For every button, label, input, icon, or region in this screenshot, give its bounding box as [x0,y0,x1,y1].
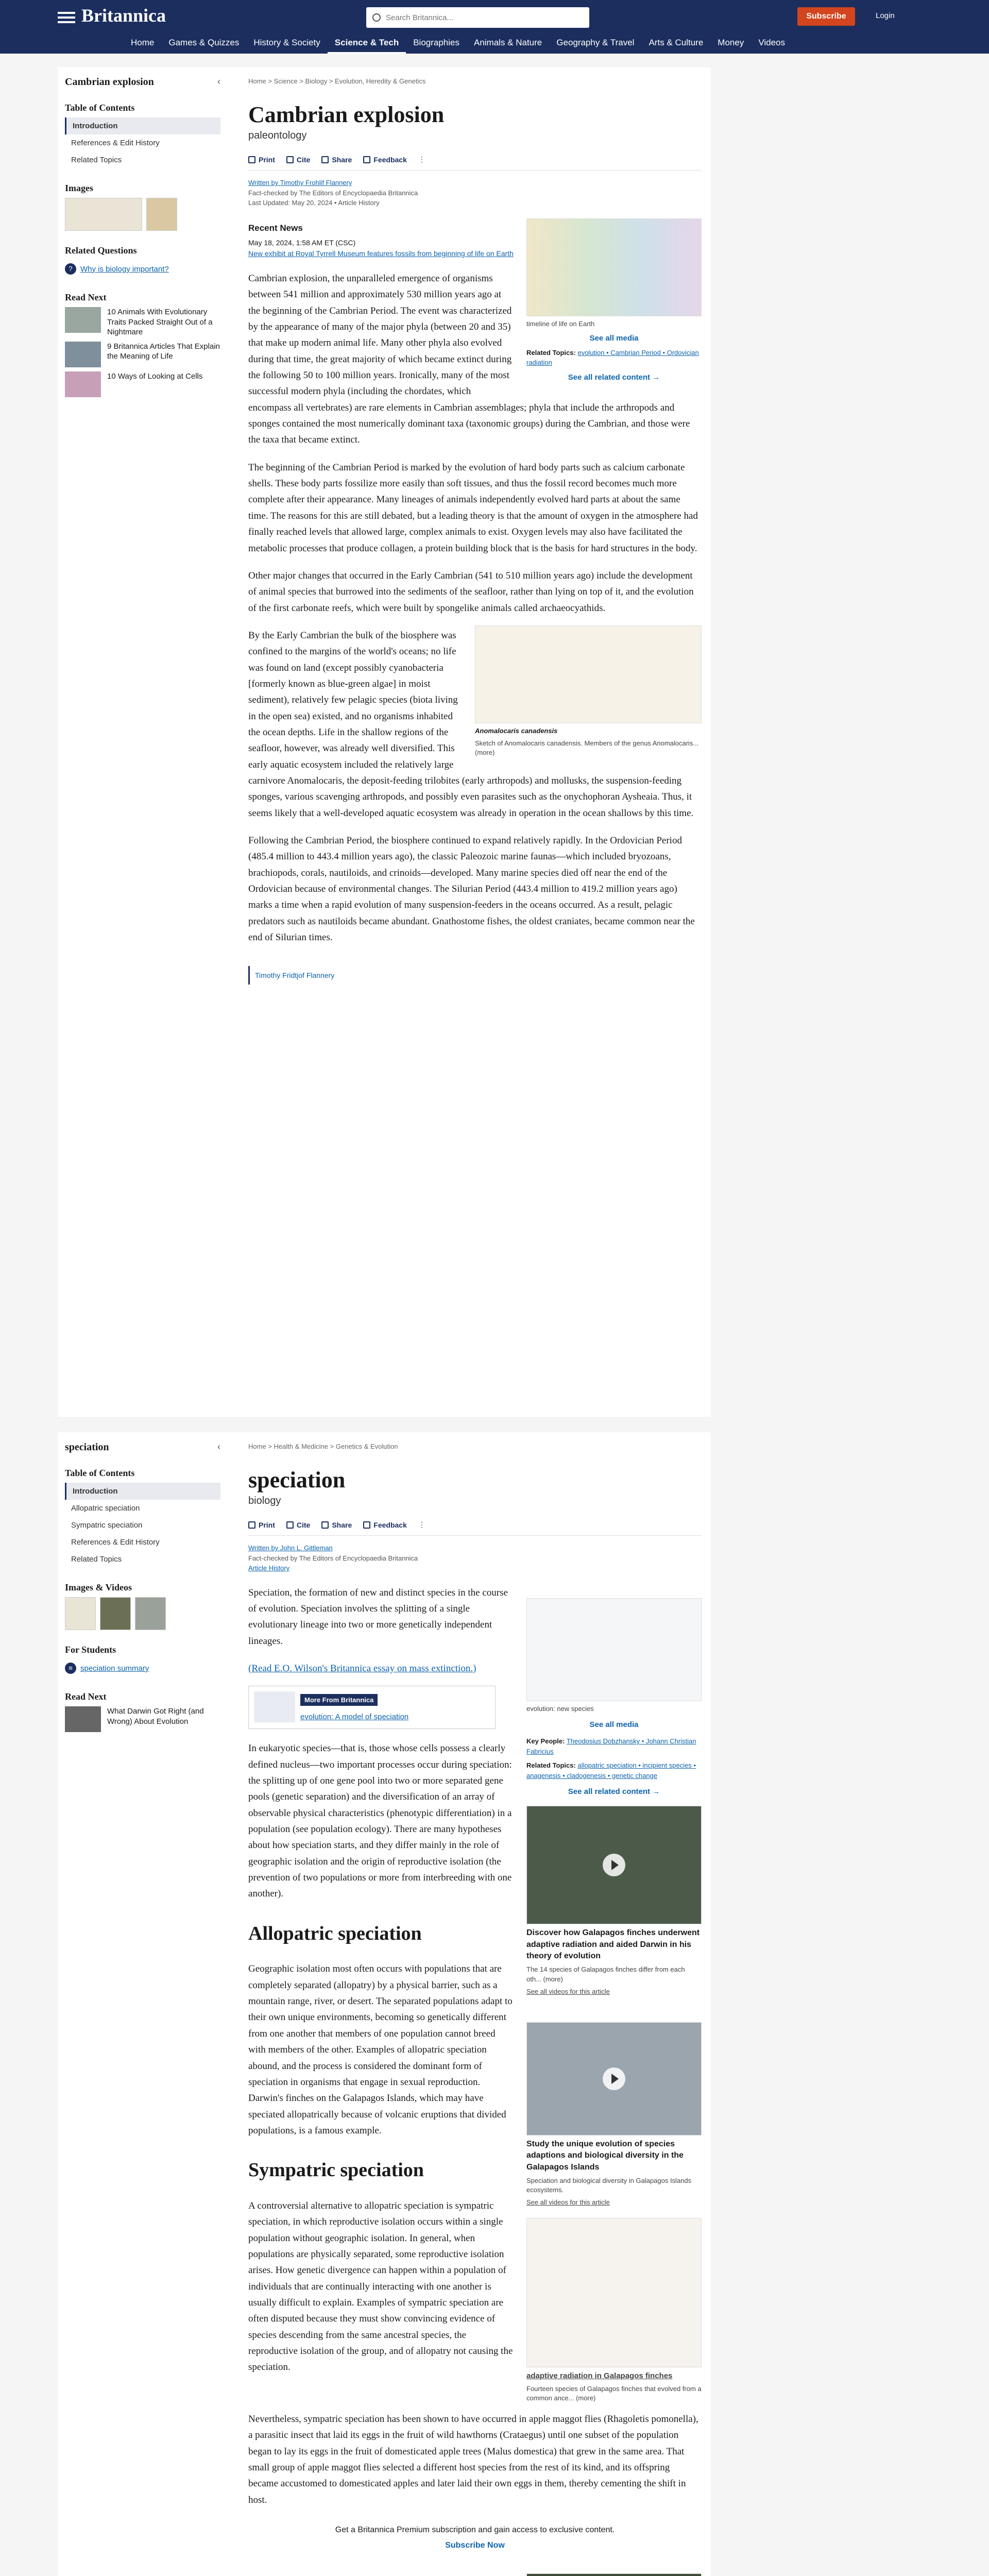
article-meta: Written by John L. Gittleman Fact-checked by The Editors of Encyclopaedia Britannica Article History [248,1544,418,1572]
promo-thumbnail [254,1691,295,1722]
article-tools [248,1520,702,1536]
read-next-item[interactable]: What Darwin Got Right (and Wrong) About Evolution [65,1706,220,1732]
video-finches[interactable] [526,1806,702,1924]
related-questions-heading: Related Questions [65,245,137,256]
site-header [0,0,989,54]
paragraph: Other major changes that occurred in the Early Cambrian (541 to 510 million years ago) include the development of animal species that burrowed into the sediments of the seafloor, rather than lying on top of it, and the evolution of the first carbonate reefs, which were built by spongelike animals called archaeocyathids. [248,570,694,614]
see-all-media-link[interactable]: See all media [589,333,639,343]
figure-cichlid [526,2573,702,2576]
print-icon [248,156,255,163]
feedback-icon [363,156,370,163]
article-body [248,1585,702,2576]
toc-references[interactable]: References & Edit History [71,139,160,147]
section-heading-sympatric: Sympatric speciation [248,2159,424,2181]
toc-sympatric[interactable]: Sympatric speciation [71,1521,143,1530]
cite-button[interactable]: Cite [286,155,310,164]
page-subtitle: biology [248,1495,281,1506]
article-tools [248,155,702,171]
premium-banner: Get a Britannica Premium subscription and gain access to exclusive content. Subscribe Now [248,2523,702,2553]
paragraph: In eukaryotic species—that is, those whose cells possess a clearly defined nucleus—two important processes occur during speciation: the splitting up of one gene pool into two or more separated gene pools (genetic separation) and the diversification of an array of observable physical characteristics (phenotypic differentiation) in a population (see population ecology). There are many hypotheses about how speciation starts, and they differ mainly in the role of geographic isolation and the origin of reproductive isolation (the prevention of two populations or more from interbreeding with one another). [248,1743,512,1900]
nav-history[interactable]: History & Society [253,38,320,47]
article-cambrian [58,67,711,1417]
sidebar-title: Cambrian explosion [65,76,154,88]
article-main [248,67,702,985]
cite-button[interactable]: Cite [286,1520,310,1529]
see-all-related-link[interactable]: See all related content → [568,372,660,382]
nav-money[interactable]: Money [718,38,744,47]
news-heading: Recent News [248,223,303,233]
collapse-icon[interactable]: ‹ [217,1442,220,1452]
nav-videos[interactable]: Videos [758,38,785,47]
thumbnail[interactable] [100,1597,131,1630]
read-next-thumbnail [65,307,101,333]
print-button[interactable]: Print [248,1520,275,1529]
read-next-item[interactable]: 10 Ways of Looking at Cells [65,371,220,397]
share-icon [321,1521,329,1529]
images-heading: Images & Videos [65,1582,132,1592]
search-icon [372,13,381,22]
media-panel: timeline of life on Earth See all media Related Topics: evolution • Cambrian Period • Ordovician radiation See all related content → [526,218,702,387]
thumbnail[interactable] [65,1597,96,1630]
share-button[interactable]: Share [321,1520,352,1529]
toc-introduction[interactable]: Introduction [65,1483,220,1500]
breadcrumb[interactable]: Home > Health & Medicine > Genetics & Evolution [248,1443,398,1450]
share-button[interactable]: Share [321,155,352,164]
page-subtitle: paleontology [248,130,307,141]
menu-icon[interactable] [58,9,75,25]
see-all-media-link[interactable]: See all media [589,1720,639,1729]
toc-heading: Table of Contents [65,103,135,113]
paragraph: By the Early Cambrian the bulk of the biosphere was confined to the margins of the world's oceans; no life was found on land (except possibly cyanobacteria [formerly known as blue-green algae] in moist sediment), relatively few pelagic species (biota living in the open sea) existed, and no organisms inhabited the ocean depths. Life in the shallow regions of the seafloor, however, was already well diversified. This early aquatic ecosystem included the relatively large carnivore Anomalocaris, the deposit-feeding trilobites (early arthropods) and mollusks, the suspension-feeding sponges, various scavenging arthropods, and possibly even parasites such as the onychophoran Aysheaia. Thus, it seems likely that a well-developed aquatic ecosystem was already in operation in the ocean shallows by this time. [248,630,694,819]
read-next-item[interactable]: 9 Britannica Articles That Explain the Meaning of Life [65,342,220,367]
paragraph: Nevertheless, sympatric speciation has been shown to have occurred in apple maggot flies (Rhagoletis pomonella), a parasitic insect that laid its eggs in the fruit of wild hawthorns (Crataegus) until one subset of the population began to lay its eggs in the fruit of domesticated apple trees (Malus domestica) that grew in the same area. That small group of apple maggot flies selected a different host species from the rest of its kind, and its offspring became accustomed to domesticated apples and later laid their own eggs in them, thereby cementing the shift in host. [248,2414,698,2505]
feedback-icon [363,1521,370,1529]
toc-allopatric[interactable]: Allopatric speciation [71,1504,140,1513]
anomalocaris-image[interactable] [475,625,702,723]
essay-link[interactable]: (Read E.O. Wilson's Britannica essay on mass extinction.) [248,1663,476,1674]
read-next-heading: Read Next [65,292,107,302]
toc-introduction[interactable]: Introduction [65,117,220,134]
media-panel: evolution: new species See all media Key People: Theodosius Dobzhansky • Johann Christian Fabricius Related Topics: allopatric speciation • incipient species • anagenesis • cladogenesis • genetic change See all related content → Discover how Galapagos finches underwent adaptive radiation and aided Darwin in his theory of evolution The 14 species of Galapagos finches differ from each oth... (more) See all videos for this article Study the unique evolution of species adaptions and biological diversity in the Galapagos Islands Speciation and biological diversity in Galapagos Islands ecosystems. See all videos for this article adaptive radiation in Galapagos finches Fourteen species of Galapagos finches that evolved from a common ance... (more) [526,1598,702,2403]
read-next-item[interactable]: 10 Animals With Evolutionary Traits Packed Straight Out of a Nightmare [65,307,220,337]
cite-icon [286,156,294,163]
related-topics: Related Topics: evolution • Cambrian Period • Ordovician radiation [526,348,699,367]
share-icon [321,156,329,163]
more-options-icon[interactable]: ⋮ [418,155,425,163]
breadcrumb[interactable]: Home > Science > Biology > Evolution, Heredity & Genetics [248,77,426,85]
nav-animals[interactable]: Animals & Nature [473,38,542,47]
sidebar-title: speciation [65,1442,109,1453]
read-next-heading: Read Next [65,1691,107,1702]
nav-home[interactable]: Home [131,38,155,47]
print-button[interactable]: Print [248,155,275,164]
toc-references[interactable]: References & Edit History [71,1538,160,1547]
student-summary-link[interactable]: ≡ speciation summary [65,1659,220,1677]
subscribe-button[interactable]: Subscribe [797,7,855,26]
feedback-button[interactable]: Feedback [363,1520,407,1529]
paragraph: The beginning of the Cambrian Period is marked by the evolution of hard body parts such as calcium carbonate shells. These body parts fossilize more easily than soft tissues, and thus the fossil record becomes much more complete after their appearance. Many lineages of animals independently evolved hard parts at about the same time. The reasons for this are still debated, but a leading theory is that the amount of oxygen in the atmosphere had finally reached levels that allowed large, complex animals to exist. Oxygen levels may also have facilitated the metabolic processes that produce collagen, a protein building block that is the basis for hard structures in the body. [248,462,698,554]
for-students-heading: For Students [65,1645,116,1655]
subscribe-now-link[interactable]: Subscribe Now [445,2541,505,2550]
nav-games[interactable]: Games & Quizzes [168,38,240,47]
read-next-thumbnail [65,342,101,367]
cichlid-image[interactable] [526,2573,702,2576]
read-next-thumbnail [65,371,101,397]
feedback-button[interactable]: Feedback [363,155,407,164]
summary-icon: ≡ [65,1663,76,1674]
logo[interactable]: Britannica [81,5,166,26]
read-next-thumbnail [65,1706,101,1732]
question-icon: ? [65,263,76,275]
figure-anomalocaris: Anomalocaris canadensis Sketch of Anomalocaris canadensis. Members of the genus Anomalocaris... (more) [475,625,702,758]
page-title: Cambrian explosion [248,102,445,127]
related-topics: Related Topics: allopatric speciation • incipient species • anagenesis • cladogenesis • genetic change [526,1761,696,1780]
article-speciation [58,1432,711,2576]
finches-figure[interactable] [526,2218,702,2367]
section-heading-allopatric: Allopatric speciation [248,1922,422,1944]
paragraph: Following the Cambrian Period, the biosphere continued to expand relatively rapidly. In the Ordovician Period (485.4 million to 443.4 million years ago), the classic Paleozoic marine faunas—which included bryozoans, brachiopods, corals, nautiloids, and crinoids—developed. Many marine species died off near the end of the Ordovician because of environmental changes. The Silurian Period (443.4 million to 419.2 million years ago) marks a time when a rapid evolution of many suspension-feeders in the oceans occurred. As a result, pelagic predators such as nautiloids became abundant. Gnathostome fishes, the oldest craniates, became common near the end of Silurian times. [248,835,695,943]
key-people: Key People: Theodosius Dobzhansky • Johann Christian Fabricius [526,1737,696,1755]
see-all-related-link[interactable]: See all related content → [568,1787,660,1797]
collapse-icon[interactable]: ‹ [217,76,220,87]
related-question[interactable]: ? Why is biology important? [65,260,220,278]
nav-biographies[interactable]: Biographies [413,38,459,47]
cite-icon [286,1521,294,1529]
more-options-icon[interactable]: ⋮ [418,1520,425,1529]
login-button[interactable]: Login [876,11,895,20]
sidebar [58,67,228,401]
paragraph: Geographic isolation most often occurs with populations that are completely separated (allopatry) by a physical barrier, such as a mountain range, river, or desert. The separated populations adapt to their own unique environments, becoming so genetically different from one another that members of one population cannot breed with members of the other. Examples of allopatric speciation abound, and the process is considered the dominant form of speciation in organisms that engage in sexual reproduction. Darwin's finches on the Galapagos Islands, which may have speciated allopatrically because of volcanic eruptions that divided populations, is a famous example. [248,1963,513,2136]
thumbnail[interactable] [135,1597,166,1630]
search-input[interactable]: Search Britannica... [366,7,589,28]
new-species-diagram[interactable] [526,1598,702,1701]
paragraph: Cambrian explosion, the unparalleled emergence of organisms between 541 million and approximately 530 million years ago at the beginning of the Cambrian Period. The event was characterized by the appearance of many of the major phyla (between 20 and 35) that make up modern animal life. Many other phyla also evolved during that time, the great majority of which became extinct during the following 50 to 100 million years. Ironically, many of the most successful modern phyla (including the chordates, which encompass all vertebrates) are rare elements in Cambrian assemblages; phyla that include the arthropods and sponges contained the most numerically dominant taxa (taxonomic groups) during the Cambrian, and those were the taxa that became extinct. [248,273,690,446]
toc-related[interactable]: Related Topics [71,1555,122,1564]
play-icon[interactable] [603,1854,625,1876]
paragraph: Speciation, the formation of new and distinct species in the course of evolution. Speciation involves the splitting of a single evolutionary lineage into two or more genetically independent lineages. [248,1587,508,1647]
nav-geography[interactable]: Geography & Travel [556,38,635,47]
nav-arts[interactable]: Arts & Culture [649,38,704,47]
video-galapagos[interactable] [526,2022,702,2136]
contributor[interactable]: Timothy Fridtjof Flannery [248,966,702,985]
article-meta: Written by Timothy Frohlif Flannery Fact-checked by The Editors of Encyclopaedia Britannica Last Updated: May 20, 2024 • Article History [248,179,418,207]
news-date: May 18, 2024, 1:58 AM ET (CSC) [248,239,356,247]
nav-science[interactable]: Science & Tech [328,36,406,54]
thumbnail-timeline[interactable] [65,198,142,231]
timeline-image[interactable] [526,218,702,316]
print-icon [248,1521,255,1529]
play-icon[interactable] [603,2067,625,2090]
news-link[interactable]: New exhibit at Royal Tyrrell Museum features fossils from beginning of life on Earth [248,249,514,258]
more-from-britannica[interactable]: More From Britannica evolution: A model of speciation [248,1686,496,1729]
main-nav [124,36,792,54]
paragraph: A controversial alternative to allopatric speciation is sympatric speciation, in which reproductive isolation occurs within a single population without geographic isolation. In general, when populations are physically separated, some reproductive isolation arises. How genetic divergence can happen within a population of individuals that are continually interacting with one another is usually difficult to explain. Examples of sympatric speciation are often disputed because they must show convincing evidence of species descending from the same ancestral species, the reproductive isolation of the group, and of allopatry not causing the speciation. [248,2200,513,2373]
toc-heading: Table of Contents [65,1468,135,1478]
page-title: speciation [248,1467,346,1493]
sidebar [58,1432,228,1736]
images-heading: Images [65,183,93,193]
thumbnail-anomalocaris[interactable] [146,198,177,231]
toc-related[interactable]: Related Topics [71,156,122,164]
article-main [248,1432,702,2576]
